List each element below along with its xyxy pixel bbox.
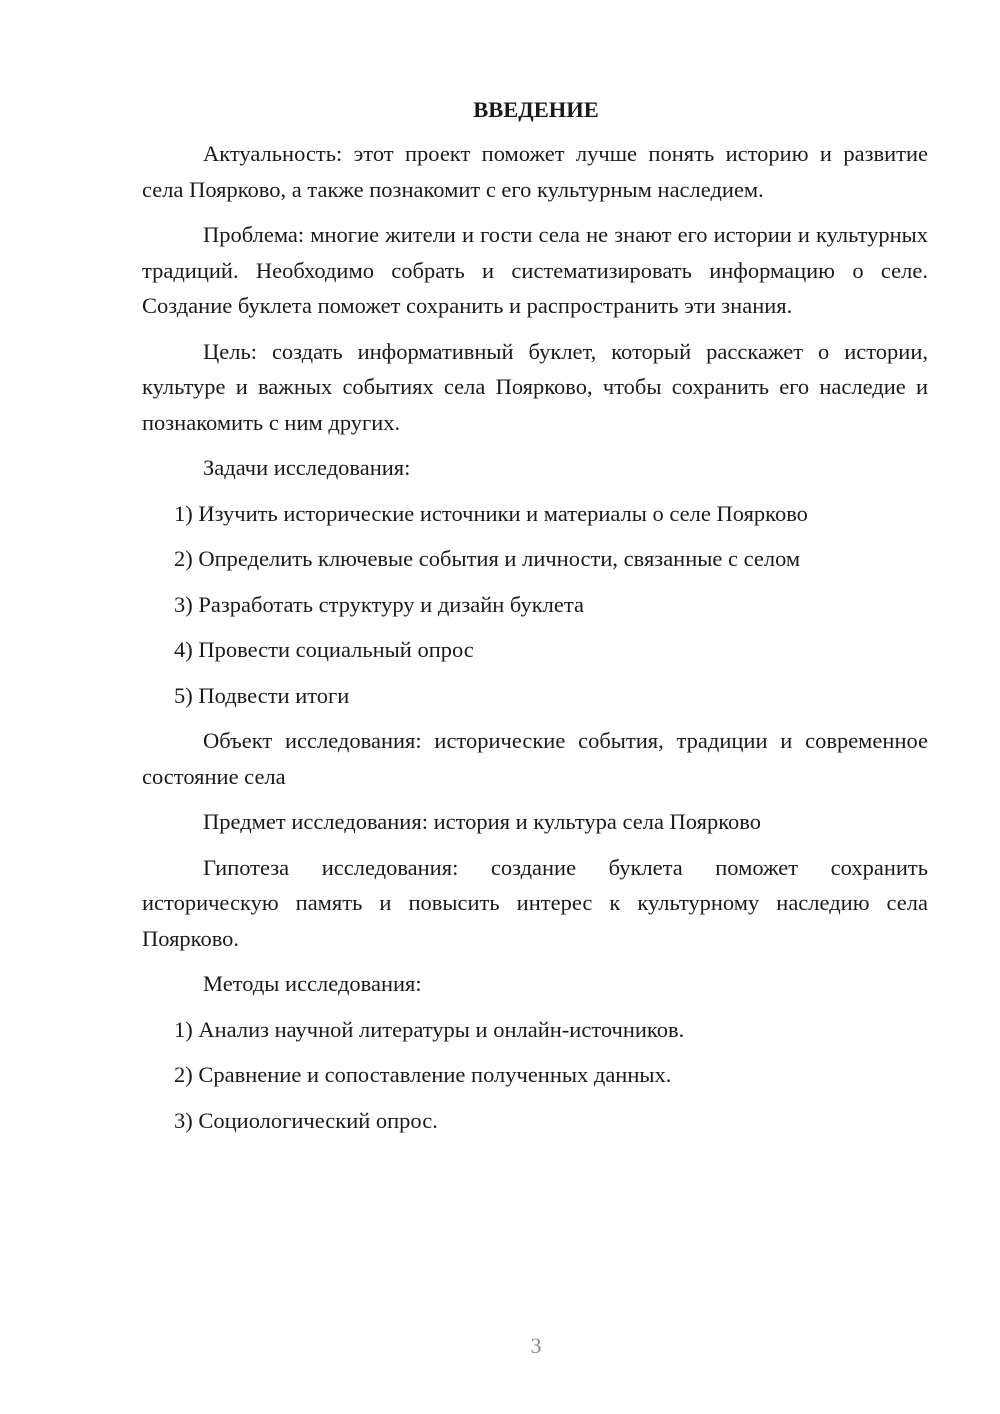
- tasks-list: [142, 496, 928, 714]
- list-item: 5) Подвести итоги: [174, 682, 350, 708]
- list-item: 1) Изучить исторические источники и материалы о селе Поярково: [174, 500, 808, 526]
- goal-paragraph: Цель: создать информативный буклет, который расскажет о истории, культуре и важных событиях села Поярково, чтобы сохранить его наследие и познакомить с ним других.: [142, 338, 928, 435]
- list-item: 4) Провести социальный опрос: [174, 637, 474, 662]
- page-title: ВВЕДЕНИЕ: [473, 97, 599, 122]
- tasks-title: Задачи исследования:: [203, 455, 411, 480]
- list-item: 2) Определить ключевые события и личности, связанные с селом: [174, 546, 801, 571]
- list-item: 2) Сравнение и сопоставление полученных данных.: [174, 1062, 672, 1087]
- list-item: 3) Разработать структуру и дизайн буклета: [174, 591, 584, 617]
- list-item: 3) Социологический опрос.: [174, 1107, 438, 1133]
- problem-paragraph: Проблема: многие жители и гости села не знают его истории и культурных традиций. Необходимо собрать и систематизировать информацию о селе. Создание буклета поможет сохранить и распространить эти знания.: [142, 222, 928, 318]
- object-paragraph: Объект исследования: исторические события, традиции и современное состояние села: [142, 728, 928, 789]
- document-page: [142, 92, 928, 1148]
- relevance-paragraph: Актуальность: этот проект поможет лучше понять историю и развитие села Поярково, а также познакомит с его культурным наследием.: [142, 141, 928, 202]
- methods-list: [142, 1012, 928, 1139]
- hypothesis-paragraph: Гипотеза исследования: создание буклета поможет сохранить историческую память и повысить интерес к культурному наследию села Поярково.: [142, 854, 928, 951]
- methods-title: Методы исследования:: [203, 971, 422, 996]
- page-number: 3: [530, 1333, 542, 1358]
- list-item: 1) Анализ научной литературы и онлайн-источников.: [174, 1016, 685, 1042]
- subject-paragraph: Предмет исследования: история и культура села Поярково: [203, 809, 761, 834]
